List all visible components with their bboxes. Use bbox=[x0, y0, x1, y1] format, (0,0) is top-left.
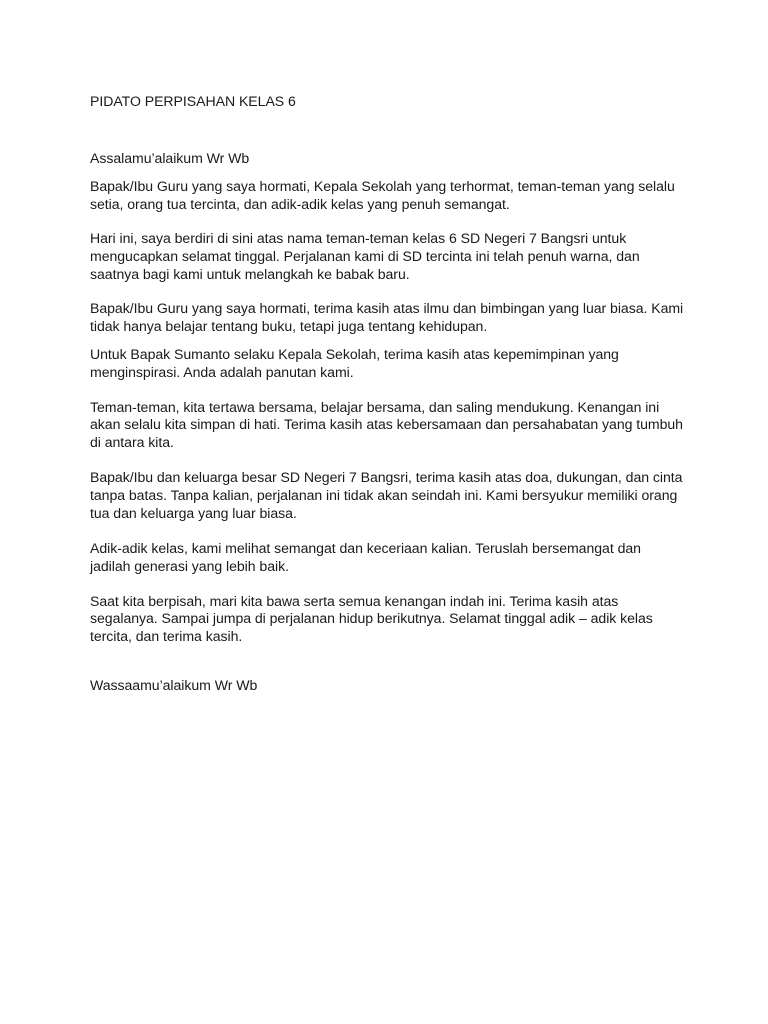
paragraph-line: tanpa batas. Tanpa kalian, perjalanan ini tidak akan seindah ini. Kami bersyukur memiliki orang bbox=[90, 487, 678, 503]
paragraph-line: Saat kita berpisah, mari kita bawa serta semua kenangan indah ini. Terima kasih atas bbox=[90, 593, 619, 609]
paragraph-line: tercita, dan terima kasih. bbox=[90, 628, 243, 644]
paragraph-line: di antara kita. bbox=[90, 434, 174, 450]
paragraph-line: akan selalu kita simpan di hati. Terima kasih atas kebersamaan dan persahabatan yang tumbuh bbox=[90, 416, 683, 432]
paragraph-line: Bapak/Ibu dan keluarga besar SD Negeri 7 Bangsri, terima kasih atas doa, dukungan, dan cinta bbox=[90, 469, 683, 485]
paragraph-line: tua dan keluarga yang luar biasa. bbox=[90, 505, 297, 521]
paragraph-line: Untuk Bapak Sumanto selaku Kepala Sekolah, terima kasih atas kepemimpinan yang bbox=[90, 346, 619, 362]
greeting: Assalamu’alaikum Wr Wb bbox=[90, 150, 250, 166]
paragraph-line: mengucapkan selamat tinggal. Perjalanan kami di SD tercinta ini telah penuh warna, dan bbox=[90, 248, 640, 264]
document-title: PIDATO PERPISAHAN KELAS 6 bbox=[90, 93, 296, 109]
closing: Wassaamu’alaikum Wr Wb bbox=[90, 677, 258, 693]
paragraph-line: setia, orang tua tercinta, dan adik-adik kelas yang penuh semangat. bbox=[90, 196, 510, 212]
paragraph-line: tidak hanya belajar tentang buku, tetapi juga tentang kehidupan. bbox=[90, 318, 488, 334]
paragraph-line: saatnya bagi kami untuk melangkah ke babak baru. bbox=[90, 266, 410, 282]
paragraph-line: jadilah generasi yang lebih baik. bbox=[90, 558, 289, 574]
paragraph-line: Adik-adik kelas, kami melihat semangat dan keceriaan kalian. Teruslah bersemangat dan bbox=[90, 540, 641, 556]
paragraph-line: Teman-teman, kita tertawa bersama, belajar bersama, dan saling mendukung. Kenangan ini bbox=[90, 399, 660, 415]
paragraph-line: segalanya. Sampai jumpa di perjalanan hidup berikutnya. Selamat tinggal adik – adik kelas bbox=[90, 610, 653, 626]
paragraph-line: Hari ini, saya berdiri di sini atas nama teman-teman kelas 6 SD Negeri 7 Bangsri untuk bbox=[90, 230, 627, 246]
paragraph-line: Bapak/Ibu Guru yang saya hormati, Kepala Sekolah yang terhormat, teman-teman yang selalu bbox=[90, 178, 675, 194]
paragraph-line: Bapak/Ibu Guru yang saya hormati, terima kasih atas ilmu dan bimbingan yang luar biasa. Kami bbox=[90, 300, 684, 316]
paragraph-line: menginspirasi. Anda adalah panutan kami. bbox=[90, 364, 354, 380]
